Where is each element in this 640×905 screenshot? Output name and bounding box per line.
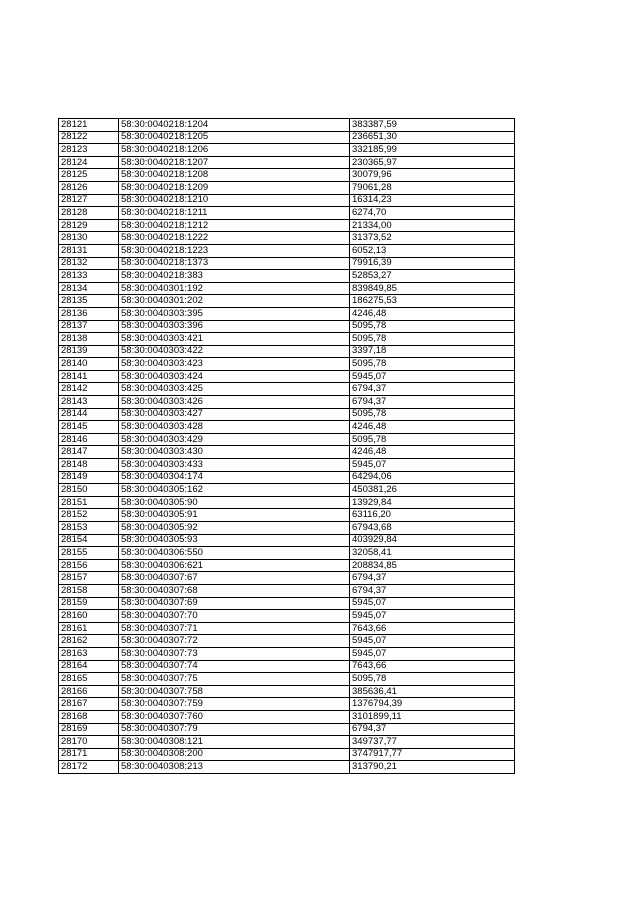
- cadastral-number-cell: 58:30:0040307:70: [119, 610, 350, 623]
- row-number-cell: 28166: [59, 685, 119, 698]
- cadastral-number-cell: 58:30:0040307:75: [119, 673, 350, 686]
- table-row: [59, 459, 515, 472]
- table-row: [59, 257, 515, 270]
- row-number-cell: 28158: [59, 584, 119, 597]
- row-number-cell: 28135: [59, 295, 119, 308]
- value-cell: 208834,85: [350, 559, 515, 572]
- value-cell: 5095,78: [350, 320, 515, 333]
- row-number-cell: 28130: [59, 232, 119, 245]
- row-number-cell: 28143: [59, 396, 119, 409]
- row-number-cell: 28136: [59, 307, 119, 320]
- value-cell: 839849,85: [350, 282, 515, 295]
- row-number-cell: 28162: [59, 635, 119, 648]
- table-row: [59, 509, 515, 522]
- table-row: [59, 320, 515, 333]
- table-row: [59, 333, 515, 346]
- cadastral-number-cell: 58:30:0040303:424: [119, 370, 350, 383]
- table-row: [59, 736, 515, 749]
- cadastral-number-cell: 58:30:0040308:213: [119, 761, 350, 774]
- cadastral-number-cell: 58:30:0040306:550: [119, 547, 350, 560]
- cadastral-number-cell: 58:30:0040303:396: [119, 320, 350, 333]
- value-cell: 4246,48: [350, 446, 515, 459]
- cadastral-number-cell: 58:30:0040218:1222: [119, 232, 350, 245]
- row-number-cell: 28133: [59, 270, 119, 283]
- value-cell: 79061,28: [350, 181, 515, 194]
- value-cell: 5095,78: [350, 358, 515, 371]
- row-number-cell: 28122: [59, 131, 119, 144]
- table-row: [59, 169, 515, 182]
- value-cell: 4246,48: [350, 307, 515, 320]
- cadastral-number-cell: 58:30:0040303:428: [119, 421, 350, 434]
- cadastral-number-cell: 58:30:0040218:1211: [119, 207, 350, 220]
- table-row: [59, 408, 515, 421]
- cadastral-number-cell: 58:30:0040307:69: [119, 597, 350, 610]
- row-number-cell: 28124: [59, 156, 119, 169]
- value-cell: 5095,78: [350, 673, 515, 686]
- value-cell: 5945,07: [350, 597, 515, 610]
- row-number-cell: 28145: [59, 421, 119, 434]
- table-row: [59, 358, 515, 371]
- table-row: [59, 698, 515, 711]
- table-row: [59, 559, 515, 572]
- table-row: [59, 156, 515, 169]
- value-cell: 21334,00: [350, 219, 515, 232]
- row-number-cell: 28150: [59, 484, 119, 497]
- row-number-cell: 28141: [59, 370, 119, 383]
- value-cell: 385636,41: [350, 685, 515, 698]
- cadastral-number-cell: 58:30:0040303:425: [119, 383, 350, 396]
- row-number-cell: 28167: [59, 698, 119, 711]
- cadastral-number-cell: 58:30:0040307:72: [119, 635, 350, 648]
- cadastral-number-cell: 58:30:0040218:1208: [119, 169, 350, 182]
- cadastral-number-cell: 58:30:0040305:92: [119, 522, 350, 535]
- row-number-cell: 28138: [59, 333, 119, 346]
- cadastral-number-cell: 58:30:0040303:430: [119, 446, 350, 459]
- cadastral-number-cell: 58:30:0040301:192: [119, 282, 350, 295]
- cadastral-number-cell: 58:30:0040308:121: [119, 736, 350, 749]
- table-row: [59, 244, 515, 257]
- row-number-cell: 28157: [59, 572, 119, 585]
- cadastral-number-cell: 58:30:0040308:200: [119, 748, 350, 761]
- value-cell: 31373,52: [350, 232, 515, 245]
- table-row: [59, 597, 515, 610]
- cadastral-number-cell: 58:30:0040218:383: [119, 270, 350, 283]
- row-number-cell: 28159: [59, 597, 119, 610]
- cadastral-number-cell: 58:30:0040303:422: [119, 345, 350, 358]
- cadastral-number-cell: 58:30:0040303:429: [119, 433, 350, 446]
- value-cell: 6794,37: [350, 584, 515, 597]
- cadastral-number-cell: 58:30:0040218:1210: [119, 194, 350, 207]
- cadastral-number-cell: 58:30:0040303:423: [119, 358, 350, 371]
- cadastral-number-cell: 58:30:0040307:68: [119, 584, 350, 597]
- cadastral-number-cell: 58:30:0040303:421: [119, 333, 350, 346]
- row-number-cell: 28132: [59, 257, 119, 270]
- cadastral-number-cell: 58:30:0040218:1212: [119, 219, 350, 232]
- cadastral-number-cell: 58:30:0040305:162: [119, 484, 350, 497]
- table-row: [59, 660, 515, 673]
- value-cell: 5945,07: [350, 647, 515, 660]
- table-row: [59, 194, 515, 207]
- row-number-cell: 28155: [59, 547, 119, 560]
- cadastral-number-cell: 58:30:0040307:71: [119, 622, 350, 635]
- row-number-cell: 28125: [59, 169, 119, 182]
- row-number-cell: 28139: [59, 345, 119, 358]
- table-row: [59, 433, 515, 446]
- table-row: [59, 761, 515, 774]
- value-cell: 403929,84: [350, 534, 515, 547]
- value-cell: 5095,78: [350, 333, 515, 346]
- cadastral-number-cell: 58:30:0040218:1205: [119, 131, 350, 144]
- table-row: [59, 421, 515, 434]
- row-number-cell: 28169: [59, 723, 119, 736]
- table-row: [59, 534, 515, 547]
- value-cell: 7643,66: [350, 660, 515, 673]
- value-cell: 6794,37: [350, 396, 515, 409]
- row-number-cell: 28144: [59, 408, 119, 421]
- value-cell: 5945,07: [350, 370, 515, 383]
- row-number-cell: 28165: [59, 673, 119, 686]
- table-row: [59, 207, 515, 220]
- value-cell: 67943,68: [350, 522, 515, 535]
- cadastral-number-cell: 58:30:0040218:1206: [119, 144, 350, 157]
- row-number-cell: 28123: [59, 144, 119, 157]
- row-number-cell: 28153: [59, 522, 119, 535]
- table-row: [59, 522, 515, 535]
- row-number-cell: 28142: [59, 383, 119, 396]
- value-cell: 79916,39: [350, 257, 515, 270]
- value-cell: 230365,97: [350, 156, 515, 169]
- row-number-cell: 28146: [59, 433, 119, 446]
- cadastral-number-cell: 58:30:0040307:73: [119, 647, 350, 660]
- value-cell: 6794,37: [350, 723, 515, 736]
- cadastral-number-cell: 58:30:0040307:759: [119, 698, 350, 711]
- cadastral-number-cell: 58:30:0040307:67: [119, 572, 350, 585]
- table-row: [59, 232, 515, 245]
- table-row: [59, 673, 515, 686]
- table-row: [59, 144, 515, 157]
- table-row: [59, 295, 515, 308]
- row-number-cell: 28128: [59, 207, 119, 220]
- table-row: [59, 370, 515, 383]
- cadastral-number-cell: 58:30:0040303:395: [119, 307, 350, 320]
- value-cell: 5945,07: [350, 635, 515, 648]
- row-number-cell: 28160: [59, 610, 119, 623]
- table-row: [59, 181, 515, 194]
- table-row: [59, 748, 515, 761]
- value-cell: 16314,23: [350, 194, 515, 207]
- cadastral-number-cell: 58:30:0040218:1209: [119, 181, 350, 194]
- table-row: [59, 685, 515, 698]
- table-row: [59, 647, 515, 660]
- value-cell: 5945,07: [350, 610, 515, 623]
- value-cell: 450381,26: [350, 484, 515, 497]
- table-row: [59, 572, 515, 585]
- row-number-cell: 28161: [59, 622, 119, 635]
- table-row: [59, 396, 515, 409]
- value-cell: 52853,27: [350, 270, 515, 283]
- table-row: [59, 622, 515, 635]
- row-number-cell: 28171: [59, 748, 119, 761]
- value-cell: 349737,77: [350, 736, 515, 749]
- row-number-cell: 28168: [59, 710, 119, 723]
- value-cell: 383387,59: [350, 119, 515, 132]
- value-cell: 5095,78: [350, 433, 515, 446]
- cadastral-number-cell: 58:30:0040307:79: [119, 723, 350, 736]
- cadastral-number-cell: 58:30:0040218:1373: [119, 257, 350, 270]
- value-cell: 13929,84: [350, 496, 515, 509]
- row-number-cell: 28172: [59, 761, 119, 774]
- cadastral-number-cell: 58:30:0040305:90: [119, 496, 350, 509]
- row-number-cell: 28147: [59, 446, 119, 459]
- cadastral-number-cell: 58:30:0040218:1223: [119, 244, 350, 257]
- row-number-cell: 28129: [59, 219, 119, 232]
- value-cell: 5945,07: [350, 459, 515, 472]
- row-number-cell: 28137: [59, 320, 119, 333]
- row-number-cell: 28140: [59, 358, 119, 371]
- value-cell: 186275,53: [350, 295, 515, 308]
- table-row: [59, 219, 515, 232]
- value-cell: 6274,70: [350, 207, 515, 220]
- table-row: [59, 119, 515, 132]
- table-row: [59, 496, 515, 509]
- value-cell: 1376794,39: [350, 698, 515, 711]
- cadastral-number-cell: 58:30:0040218:1204: [119, 119, 350, 132]
- table-row: [59, 446, 515, 459]
- cadastral-number-cell: 58:30:0040305:91: [119, 509, 350, 522]
- value-cell: 332185,99: [350, 144, 515, 157]
- row-number-cell: 28148: [59, 459, 119, 472]
- value-cell: 6794,37: [350, 572, 515, 585]
- table-row: [59, 307, 515, 320]
- value-cell: 3101899,11: [350, 710, 515, 723]
- table-row: [59, 547, 515, 560]
- value-cell: 3397,18: [350, 345, 515, 358]
- row-number-cell: 28134: [59, 282, 119, 295]
- table-row: [59, 131, 515, 144]
- row-number-cell: 28154: [59, 534, 119, 547]
- value-cell: 64294,06: [350, 471, 515, 484]
- row-number-cell: 28151: [59, 496, 119, 509]
- cadastral-number-cell: 58:30:0040301:202: [119, 295, 350, 308]
- value-cell: 32058,41: [350, 547, 515, 560]
- table-body: [59, 119, 515, 774]
- value-cell: 313790,21: [350, 761, 515, 774]
- cadastral-number-cell: 58:30:0040303:426: [119, 396, 350, 409]
- row-number-cell: 28131: [59, 244, 119, 257]
- row-number-cell: 28163: [59, 647, 119, 660]
- row-number-cell: 28149: [59, 471, 119, 484]
- table-row: [59, 710, 515, 723]
- row-number-cell: 28170: [59, 736, 119, 749]
- cadastral-number-cell: 58:30:0040307:760: [119, 710, 350, 723]
- cadastral-number-cell: 58:30:0040305:93: [119, 534, 350, 547]
- cadastral-number-cell: 58:30:0040307:758: [119, 685, 350, 698]
- cadastral-number-cell: 58:30:0040303:433: [119, 459, 350, 472]
- table-row: [59, 723, 515, 736]
- cadastral-number-cell: 58:30:0040307:74: [119, 660, 350, 673]
- row-number-cell: 28121: [59, 119, 119, 132]
- table-row: [59, 584, 515, 597]
- row-number-cell: 28127: [59, 194, 119, 207]
- value-cell: 4246,48: [350, 421, 515, 434]
- row-number-cell: 28164: [59, 660, 119, 673]
- cadastral-number-cell: 58:30:0040306:621: [119, 559, 350, 572]
- value-cell: 30079,96: [350, 169, 515, 182]
- cadastral-number-cell: 58:30:0040304:174: [119, 471, 350, 484]
- cadastral-number-cell: 58:30:0040303:427: [119, 408, 350, 421]
- table-row: [59, 282, 515, 295]
- row-number-cell: 28126: [59, 181, 119, 194]
- value-cell: 236651,30: [350, 131, 515, 144]
- table-row: [59, 484, 515, 497]
- row-number-cell: 28156: [59, 559, 119, 572]
- value-cell: 6794,37: [350, 383, 515, 396]
- value-cell: 63116,20: [350, 509, 515, 522]
- cadastral-number-cell: 58:30:0040218:1207: [119, 156, 350, 169]
- value-cell: 7643,66: [350, 622, 515, 635]
- cadastral-value-table: [58, 118, 515, 774]
- table-row: [59, 345, 515, 358]
- value-cell: 5095,78: [350, 408, 515, 421]
- table-row: [59, 635, 515, 648]
- table-row: [59, 471, 515, 484]
- value-cell: 6052,13: [350, 244, 515, 257]
- table-row: [59, 383, 515, 396]
- row-number-cell: 28152: [59, 509, 119, 522]
- table-row: [59, 610, 515, 623]
- value-cell: 3747917,77: [350, 748, 515, 761]
- table-row: [59, 270, 515, 283]
